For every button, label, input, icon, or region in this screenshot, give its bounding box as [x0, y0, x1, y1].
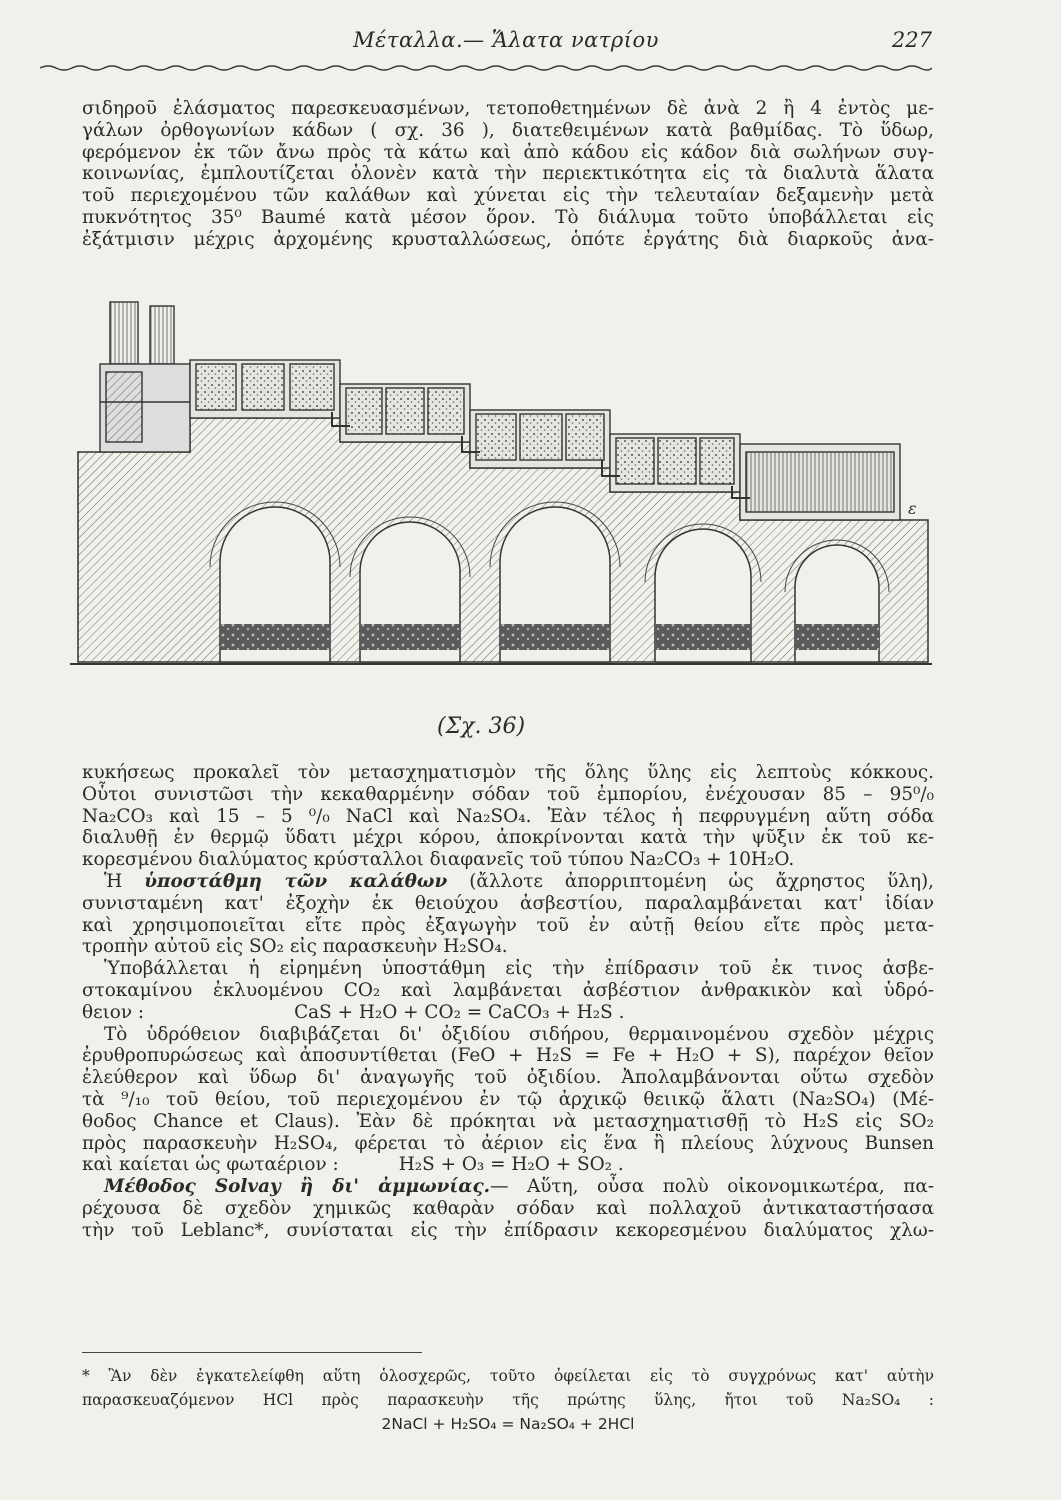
text-line: ἐλεύθερον καὶ ὕδωρ δι' ἀναγωγῆς τοῦ ὀξιδίου. Ἀπολαμβάνονται οὕτω σχεδὸν — [82, 1067, 934, 1089]
text-line: τοῦ περιεχομένου τῶν καλάθων καὶ χύνεται εἰς τὴν τελευταίαν δεξαμενὴν μετὰ — [82, 185, 934, 207]
paragraph-after-figure — [82, 762, 934, 1242]
text-line: τροπὴν αὐτοῦ εἰς SO₂ εἰς παρασκευὴν H₂SO₄. — [82, 936, 508, 958]
text-line: ἐρυθροπυρώσεως καὶ ἀποσυντίθεται (FeO + H₂S = Fe + H₂O + S), παρέχον θεῖον — [82, 1045, 934, 1067]
figure-margin-mark: ε — [908, 499, 917, 518]
text-line: Τὸ ὑδρόθειον διαβιβάζεται δι' ὀξιδίου σιδήρου, θερμαινομένου σχεδὸν μέχρις — [104, 1023, 934, 1045]
text-line: καὶ χρησιμοποιεῖται εἴτε πρὸς ἐξαγωγὴν τοῦ ἐν αὐτῇ θείου εἴτε πρὸς μετα- — [82, 914, 934, 936]
residue-first-line — [82, 871, 934, 893]
equation-line — [82, 1002, 934, 1024]
footnote-line: * Ἂν δὲν ἐγκατελείφθη αὕτη ὁλοσχερῶς, τοῦτο ὀφείλεται εἰς τὸ συγχρόνως κατ' αὐτὴν — [82, 1367, 934, 1385]
burn-label: καὶ καίεται ὡς φωταέριον : — [82, 1154, 339, 1176]
text-line: πυκνότητος 35⁰ Baumé κατὰ μέσον ὅρον. Τὸ διάλυμα τοῦτο ὑποβάλλεται εἰς — [82, 206, 934, 228]
text-line: ἐξάτμισιν μέχρις ἀρχομένης κρυσταλλώσεως, ὁπότε ἐργάτης διὰ διαρκοῦς ἀνα- — [82, 228, 934, 250]
text-line: φερόμενον ἐκ τῶν ἄνω πρὸς τὰ κάτω καὶ ἀπὸ κάδου εἰς κάδον διὰ σωλήνων συγ- — [82, 141, 934, 163]
text-line: πρὸς παρασκευὴν H₂SO₄, φέρεται τὸ ἀέριον εἰς ἕνα ἢ πλείους λύχνους Bunsen — [82, 1132, 934, 1154]
figure-lixiviation-vats — [70, 292, 932, 684]
text-line: γάλων ὀρθογωνίων κάδων ( σχ. 36 ), διατεθειμένων κατὰ βαθμίδας. Τὸ ὕδωρ, — [82, 119, 934, 141]
text-line: κοινωνίας, ἐμπλουτίζεται ὁλονὲν κατὰ τὴν περιεκτικότητα εἰς τὰ διαλυτὰ ἅλατα — [82, 163, 934, 185]
text-line: στοκαμίνου ἐκλυομένου CO₂ καὶ λαμβάνεται ἀσβέστιον ἀνθρακικὸν καὶ ὑδρό- — [82, 979, 934, 1001]
storage-tanks — [100, 302, 190, 452]
page-number: 227 — [891, 28, 932, 52]
top-paragraph — [82, 98, 934, 251]
text-line: Ὑποβάλλεται ἡ εἰρημένη ὑποστάθμη εἰς τὴν ἐπίδρασιν τοῦ ἐκ τινος ἀσβε- — [104, 958, 934, 980]
solvay-first-line — [82, 1176, 934, 1198]
text-line: θοδος Chance et Claus). Ἐὰν δὲ πρόκηται νὰ μετασχηματισθῇ τὸ H₂S εἰς SO₂ — [82, 1110, 934, 1132]
text-line: ρέχουσα δὲ σχεδὸν χημικῶς καθαρὰν σόδαν καὶ πολλαχοῦ ἀντικαταστήσασα — [82, 1197, 934, 1219]
running-title: Μέταλλα.— Ἅλατα νατρίου — [353, 28, 659, 52]
footnote-line: παρασκευαζόμενον HCl πρὸς παρασκευὴν τῆς πρώτης ὕλης, ἤτοι τοῦ Na₂SO₄ : — [82, 1391, 934, 1409]
text-line: διαλυθῇ ἐν θερμῷ ὕδατι μέχρι κόρου, ἀποκρίνονται κατὰ τὴν ψῦξιν ἐκ τοῦ κε- — [82, 827, 934, 849]
text-line: Οὗτοι συνιστῶσι τὴν κεκαθαρμένην σόδαν τοῦ ἐμπορίου, ἐνέχουσαν 85 – 95⁰/₀ — [82, 783, 934, 805]
text-line: τὴν τοῦ Leblanc*, συνίσταται εἰς τὴν ἐπίδρασιν κεκορεσμένου διαλύματος χλω- — [82, 1219, 934, 1241]
figure-caption: (Σχ. 36) — [437, 714, 526, 739]
residue-lead: Ἡ — [104, 870, 145, 892]
running-header — [80, 28, 932, 62]
text-line: κορεσμένου διαλύματος κρύσταλλοι διαφανεῖς τοῦ τύπου Na₂CO₃ + 10H₂O. — [82, 849, 795, 871]
residue-term: ὑποστάθμη τῶν καλάθων — [144, 870, 448, 892]
solvay-first-rest: — Αὕτη, οὖσα πολὺ οἰκονομικωτέρα, πα- — [490, 1176, 934, 1198]
burn-equation: H₂S + O₃ = H₂O + SO₂ . — [398, 1154, 624, 1176]
text-line: Na₂CO₃ καὶ 15 – 5 ⁰/₀ NaCl καὶ Na₂SO₄. Ἐὰν τέλος ἡ πεφρυγμένη αὕτη σόδα — [82, 805, 934, 827]
burn-equation-line — [82, 1154, 934, 1176]
chemical-equation: CaS + H₂O + CO₂ = CaCO₃ + H₂S . — [294, 1001, 625, 1023]
solvay-title: Μέθοδος Solvay ἢ δι' ἀμμωνίας. — [104, 1176, 491, 1198]
residue-rest: (ἄλλοτε ἀπορριπτομένη ὡς ἄχρηστος ὕλη), — [447, 870, 934, 892]
text-line: τὰ ⁹/₁₀ τοῦ θείου, τοῦ περιεχομένου ἐν τῷ ἀρχικῷ θειικῷ ἅλατι (Na₂SO₄) (Μέ- — [82, 1088, 934, 1110]
equation-label: θειον : — [82, 1001, 145, 1023]
text-line: συνισταμένη κατ' ἐξοχὴν ἐκ θειούχου ἀσβεστίου, παραλαμβάνεται κατ' ἰδίαν — [82, 892, 934, 914]
text-line: σιδηροῦ ἐλάσματος παρεσκευασμένων, τετοποθετημένων δὲ ἀνὰ 2 ἢ 4 ἐντὸς με- — [82, 98, 934, 119]
footnote-rule — [82, 1352, 422, 1353]
text-line: κυκήσεως προκαλεῖ τὸν μετασχηματισμὸν τῆς ὅλης ὕλης εἰς λεπτοὺς κόκκους. — [82, 762, 934, 783]
footnote-equation: 2NaCl + H₂SO₄ = Na₂SO₄ + 2HCl — [381, 1415, 635, 1433]
header-wavy-rule — [40, 63, 932, 73]
footnote — [82, 1364, 934, 1436]
